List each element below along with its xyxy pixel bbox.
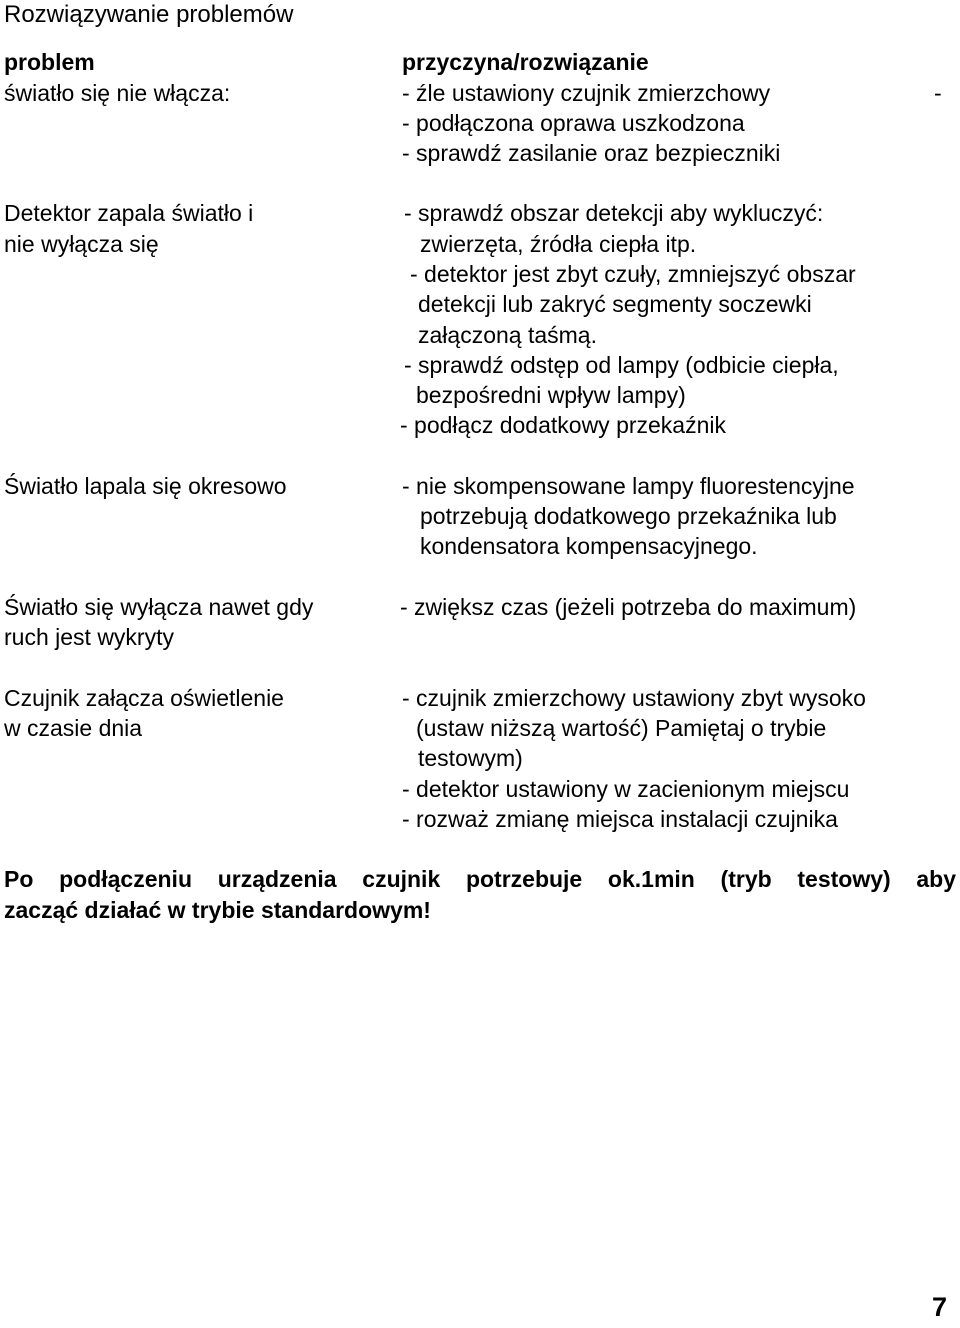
solution-line: - podłącz dodatkowy przekaźnik <box>400 412 726 438</box>
solution-line: zwierzęta, źródła ciepła itp. <box>420 231 697 257</box>
solution-line: - zwiększ czas (jeżeli potrzeba do maximum) <box>400 594 857 620</box>
problem-text: Detektor zapala światło i <box>4 200 254 226</box>
problem-text: nie wyłącza się <box>4 231 159 257</box>
solution-line: - sprawdź zasilanie oraz bezpieczniki <box>402 140 781 166</box>
solution-line: kondensatora kompensacyjnego. <box>420 533 758 559</box>
solution-line: detekcji lub zakryć segmenty soczewki <box>418 291 812 317</box>
startup-note <box>4 864 956 926</box>
solution-line: - rozważ zmianę miejsca instalacji czujnika <box>402 806 838 832</box>
problem-text: w czasie dnia <box>4 715 143 741</box>
solution-line: - nie skompensowane lampy fluorestencyjne <box>402 473 855 499</box>
solution-line: - sprawdź odstęp od lampy (odbicie ciepła, <box>404 352 839 378</box>
solution-line: - sprawdź obszar detekcji aby wykluczyć: <box>404 200 824 226</box>
startup-note-line-1: Po podłączeniu urządzenia czujnik potrzebuje ok.1min (tryb testowy) aby <box>4 866 956 892</box>
page-number: 7 <box>932 1292 948 1322</box>
solution-line: testowym) <box>418 745 523 771</box>
trailing-dash: - <box>934 80 942 106</box>
problem-text: Czujnik załącza oświetlenie <box>4 685 284 711</box>
column-header-problem: problem <box>4 49 95 75</box>
solution-line: potrzebują dodatkowego przekaźnika lub <box>420 503 837 529</box>
solution-line: załączoną taśmą. <box>418 322 597 348</box>
solution-line: - podłączona oprawa uszkodzona <box>402 110 745 136</box>
column-header-cause-solution: przyczyna/rozwiązanie <box>402 49 649 75</box>
problem-text: Światło lapala się okresowo <box>4 473 287 499</box>
solution-line: bezpośredni wpływ lampy) <box>416 382 686 408</box>
problem-text: ruch jest wykryty <box>4 624 174 650</box>
startup-note-line-2: zacząć działać w trybie standardowym! <box>4 897 431 923</box>
solution-line: - czujnik zmierzchowy ustawiony zbyt wysoko <box>402 685 866 711</box>
problem-text: Światło się wyłącza nawet gdy <box>4 594 314 620</box>
solution-line: (ustaw niższą wartość) Pamiętaj o trybie <box>416 715 827 741</box>
section-title: Rozwiązywanie problemów <box>4 1 294 28</box>
problem-text: światło się nie włącza: <box>4 80 231 106</box>
solution-line: - detektor ustawiony w zacienionym miejscu <box>402 776 850 802</box>
solution-line: - detektor jest zbyt czuły, zmniejszyć obszar <box>410 261 856 287</box>
solution-line: - źle ustawiony czujnik zmierzchowy <box>402 80 771 106</box>
